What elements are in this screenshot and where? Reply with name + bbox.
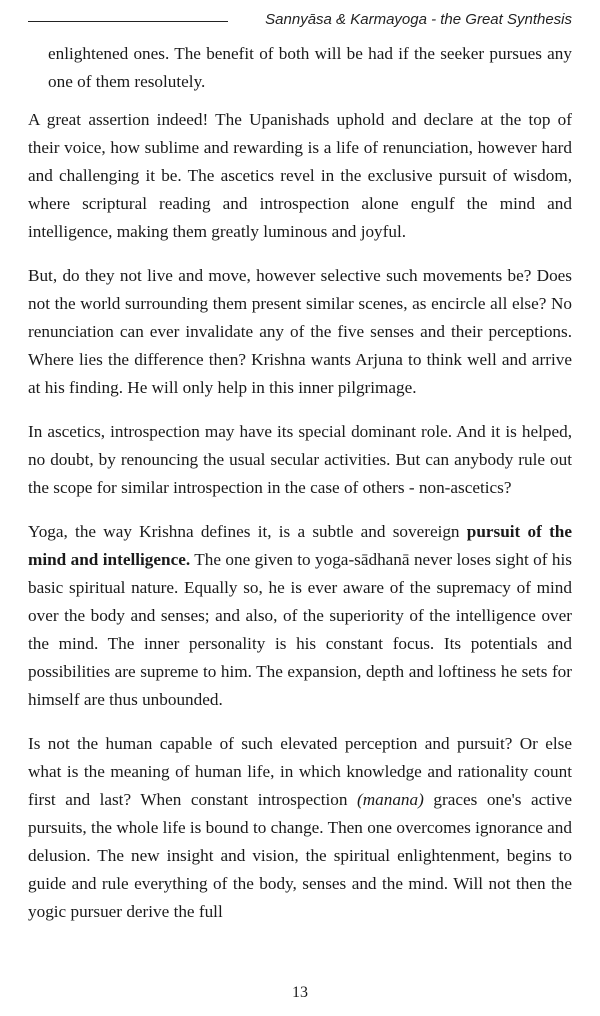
paragraph-1: A great assertion indeed! The Upanishads uphold and declare at the top of their voice, how sublime and rewarding is a life of renunciation, however hard and challenging it be. The ascetics revel in the exclusive pursuit of wisdom, where scriptural reading and introspection alone engulf the mind and intelligence, making them greatly luminous and joyful. (28, 110, 572, 241)
header-rule (28, 21, 228, 22)
page-number: 13 (292, 984, 308, 1001)
paragraph-4-text-b: The one given to yoga-sādhanā never loses sight of his basic spiritual nature. Equally so, he is ever aware of the supremacy of mind over the body and senses; and also, of the superiority of the intelligence over the mind. The inner personality is his constant focus. Its potentials and possibilities are supreme to him. The expansion, depth and loftiness he sets for himself are thus unbounded. (28, 550, 572, 709)
page-body (28, 40, 572, 942)
paragraph-4-text-a: Yoga, the way Krishna defines it, is a subtle and sovereign (28, 522, 467, 541)
running-header (28, 4, 572, 28)
paragraph-5 (28, 730, 572, 926)
paragraph-4 (28, 518, 572, 714)
paragraph-5-text-a: Is not the human capable of such elevated perception and pursuit? Or else what is the meaning of human life, in which knowledge and rationality count first and last? When constant introspection (28, 734, 572, 809)
paragraph-3: In ascetics, introspection may have its special dominant role. And it is helped, no doubt, by renouncing the usual secular activities. But can anybody rule out the scope for similar introspection in the case of others - non-ascetics? (28, 422, 572, 497)
paragraph-2: But, do they not live and move, however selective such movements be? Does not the world surrounding them present similar scenes, as encircle all else? No renunciation can ever invalidate any of the five senses and their perceptions. Where lies the difference then? Krishna wants Arjuna to think well and arrive at his finding. He will only help in this inner pilgrimage. (28, 266, 572, 397)
paragraph-5-term: (manana) (357, 790, 424, 809)
header-title: Sannyāsa & Karmayoga - the Great Synthesis (265, 11, 572, 28)
paragraph-4-emphasis: pursuit of the mind and intelligence. (28, 522, 572, 569)
paragraph-continued: enlightened ones. The benefit of both will be had if the seeker pursues any one of them resolutely. (48, 44, 572, 91)
paragraph-5-text-b: graces one's active pursuits, the whole life is bound to change. Then one overcomes ignorance and delusion. The new insight and vision, the spiritual enlightenment, begins to guide and rule everything of the body, senses and the mind. Will not then the yogic pursuer derive the full (28, 790, 572, 921)
